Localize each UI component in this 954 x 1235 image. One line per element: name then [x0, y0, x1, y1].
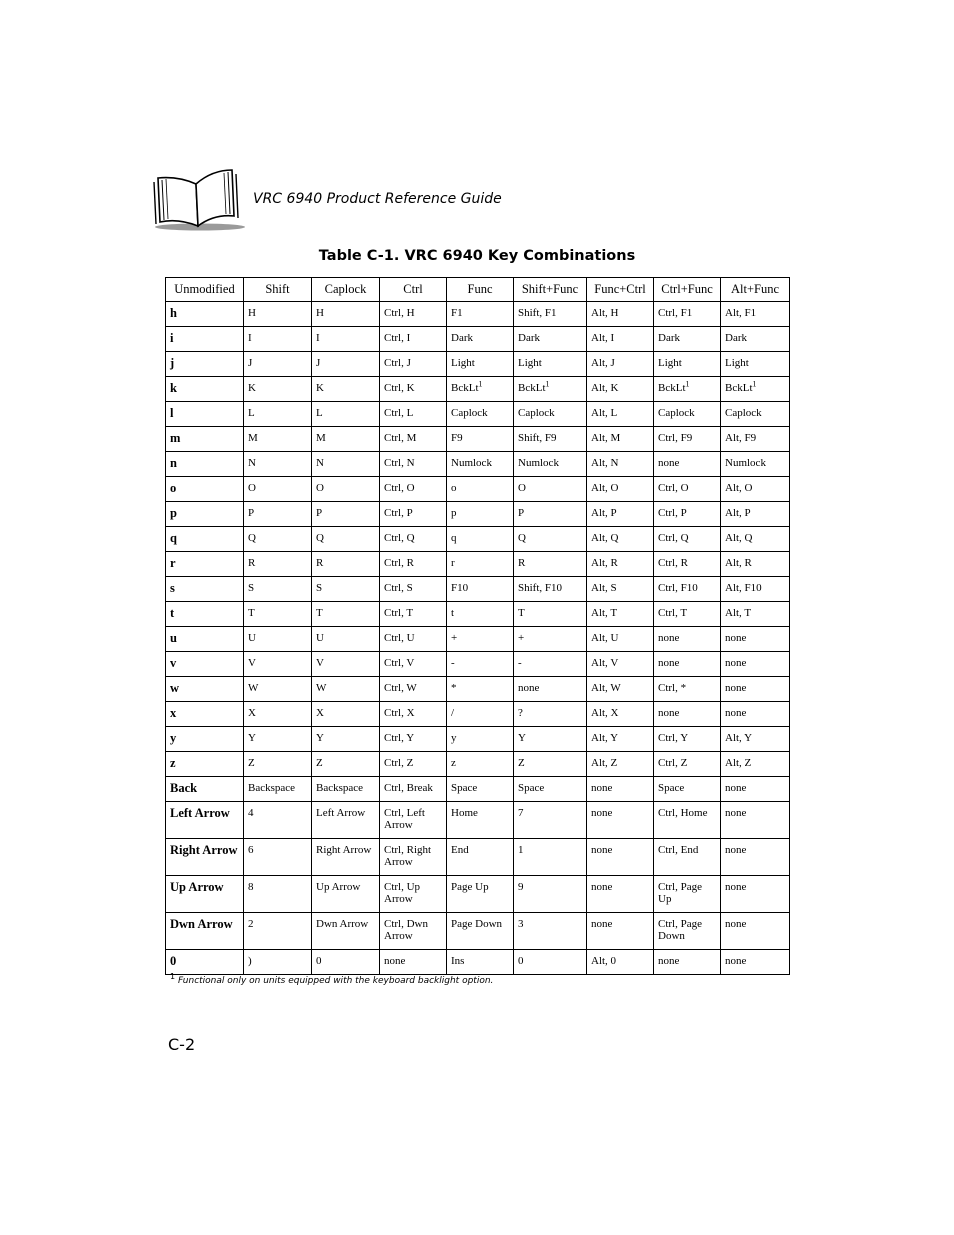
key-cell: o [166, 477, 244, 502]
key-cell: n [166, 452, 244, 477]
key-cell: p [166, 502, 244, 527]
table-cell: Ctrl, F10 [654, 577, 721, 602]
table-cell: none [721, 677, 790, 702]
table-cell: Ctrl, X [380, 702, 447, 727]
table-cell: 3 [514, 913, 587, 950]
table-cell: X [244, 702, 312, 727]
footnote-text: Functional only on units equipped with the keyboard backlight option. [177, 976, 494, 986]
table-cell: Ctrl, T [654, 602, 721, 627]
table-cell: Alt, S [587, 577, 654, 602]
table-cell: Alt, F10 [721, 577, 790, 602]
table-cell: U [312, 627, 380, 652]
table-cell: Alt, F1 [721, 302, 790, 327]
table-cell: Page Down [447, 913, 514, 950]
table-cell [447, 377, 514, 402]
table-cell: S [312, 577, 380, 602]
key-cell: k [166, 377, 244, 402]
table-cell: Ctrl, S [380, 577, 447, 602]
table-row [166, 876, 790, 913]
table-cell: Ctrl, U [380, 627, 447, 652]
table-cell: Alt, Y [587, 727, 654, 752]
footnote-ref: 1 [685, 379, 690, 389]
table-cell: Ctrl, N [380, 452, 447, 477]
table-cell: 1 [514, 839, 587, 876]
table-cell: Alt, M [587, 427, 654, 452]
table-cell: N [312, 452, 380, 477]
table-cell: Right Arrow [312, 839, 380, 876]
key-combinations-table [165, 277, 790, 975]
cell-text: BckLt [518, 382, 546, 394]
table-row [166, 627, 790, 652]
table-row [166, 839, 790, 876]
table-row [166, 527, 790, 552]
table-cell: Alt, N [587, 452, 654, 477]
table-cell: Ctrl, M [380, 427, 447, 452]
table-cell: Numlock [447, 452, 514, 477]
table-cell: Ctrl, K [380, 377, 447, 402]
table-cell: V [312, 652, 380, 677]
table-cell: J [244, 352, 312, 377]
key-cell: Right Arrow [166, 839, 244, 876]
table-cell: 0 [514, 950, 587, 975]
table-cell: Ctrl, P [654, 502, 721, 527]
key-cell: s [166, 577, 244, 602]
table-cell: L [312, 402, 380, 427]
table-cell: - [514, 652, 587, 677]
table-cell: / [447, 702, 514, 727]
column-header: Ctrl+Func [654, 278, 721, 302]
table-row [166, 427, 790, 452]
table-cell: F1 [447, 302, 514, 327]
table-cell: none [587, 876, 654, 913]
table-cell: Alt, Z [721, 752, 790, 777]
table-row [166, 327, 790, 352]
table-cell: Alt, Z [587, 752, 654, 777]
table-cell: Dwn Arrow [312, 913, 380, 950]
table-cell: U [244, 627, 312, 652]
column-header: Shift [244, 278, 312, 302]
table-cell: Numlock [721, 452, 790, 477]
cell-text: BckLt [658, 382, 686, 394]
table-cell: Alt, T [587, 602, 654, 627]
table-cell: Alt, J [587, 352, 654, 377]
table-row [166, 652, 790, 677]
cell-text: BckLt [451, 382, 479, 394]
table-cell: Up Arrow [312, 876, 380, 913]
table-cell: Alt, T [721, 602, 790, 627]
table-cell: Shift, F10 [514, 577, 587, 602]
key-cell: r [166, 552, 244, 577]
column-header: Func [447, 278, 514, 302]
table-cell: ) [244, 950, 312, 975]
table-cell: M [312, 427, 380, 452]
table-cell: none [721, 839, 790, 876]
table-cell: Alt, Q [721, 527, 790, 552]
key-cell: h [166, 302, 244, 327]
table-cell: 0 [312, 950, 380, 975]
table-cell: Numlock [514, 452, 587, 477]
table-header-row [166, 278, 790, 302]
key-cell: j [166, 352, 244, 377]
table-cell: none [654, 452, 721, 477]
key-cell: x [166, 702, 244, 727]
table-cell: Y [514, 727, 587, 752]
table-cell: Alt, O [721, 477, 790, 502]
key-cell: Back [166, 777, 244, 802]
table-cell: Left Arrow [312, 802, 380, 839]
table-cell: 6 [244, 839, 312, 876]
table-cell: none [721, 950, 790, 975]
column-header: Unmodified [166, 278, 244, 302]
table-cell: Alt, 0 [587, 950, 654, 975]
table-cell: o [447, 477, 514, 502]
table-cell: Ctrl, P [380, 502, 447, 527]
table-cell: Ctrl, V [380, 652, 447, 677]
key-cell: w [166, 677, 244, 702]
table-cell: Z [312, 752, 380, 777]
table-cell: z [447, 752, 514, 777]
table-cell: O [244, 477, 312, 502]
table-cell: Backspace [312, 777, 380, 802]
table-cell: R [514, 552, 587, 577]
table-cell: none [654, 702, 721, 727]
key-cell: Dwn Arrow [166, 913, 244, 950]
table-cell: Ctrl, Dwn Arrow [380, 913, 447, 950]
table-cell: Alt, I [587, 327, 654, 352]
table-cell: L [244, 402, 312, 427]
table-row [166, 950, 790, 975]
table-cell [721, 377, 790, 402]
table-cell: q [447, 527, 514, 552]
table-cell: Alt, P [721, 502, 790, 527]
table-cell: Q [244, 527, 312, 552]
table-cell: 7 [514, 802, 587, 839]
footnote-ref: 1 [478, 379, 483, 389]
table-cell: X [312, 702, 380, 727]
table-cell: none [514, 677, 587, 702]
table-cell: Alt, L [587, 402, 654, 427]
table-cell: Ctrl, Y [380, 727, 447, 752]
table-cell: Space [514, 777, 587, 802]
key-cell: Left Arrow [166, 802, 244, 839]
table-cell: y [447, 727, 514, 752]
footnote-ref: 1 [545, 379, 550, 389]
table-cell: none [587, 777, 654, 802]
key-cell: z [166, 752, 244, 777]
table-cell: 2 [244, 913, 312, 950]
table-row [166, 577, 790, 602]
key-cell: l [166, 402, 244, 427]
table-row [166, 502, 790, 527]
table-row [166, 752, 790, 777]
table-cell: S [244, 577, 312, 602]
key-cell: 0 [166, 950, 244, 975]
table-cell: Ctrl, I [380, 327, 447, 352]
key-cell: y [166, 727, 244, 752]
table-row [166, 402, 790, 427]
running-head: VRC 6940 Product Reference Guide [253, 191, 502, 207]
key-cell: q [166, 527, 244, 552]
table-cell: M [244, 427, 312, 452]
table-row [166, 802, 790, 839]
table-cell: T [514, 602, 587, 627]
table-cell: Z [514, 752, 587, 777]
table-cell: Alt, R [721, 552, 790, 577]
table-cell: none [721, 876, 790, 913]
table-cell: Alt, P [587, 502, 654, 527]
table-cell: Alt, R [587, 552, 654, 577]
table-cell: + [514, 627, 587, 652]
footnote-marker: 1 [170, 972, 176, 981]
table-cell: none [721, 802, 790, 839]
cell-text: BckLt [725, 382, 753, 394]
table-cell: W [312, 677, 380, 702]
key-cell: v [166, 652, 244, 677]
table-cell: Light [447, 352, 514, 377]
table-cell: ? [514, 702, 587, 727]
table-cell: Ctrl, Break [380, 777, 447, 802]
table-row [166, 677, 790, 702]
table-cell: Ctrl, Right Arrow [380, 839, 447, 876]
table-cell: O [514, 477, 587, 502]
table-row [166, 602, 790, 627]
table-cell: H [244, 302, 312, 327]
table-cell: Ctrl, Q [380, 527, 447, 552]
key-cell: i [166, 327, 244, 352]
table-cell: none [587, 913, 654, 950]
table-cell: Ctrl, F1 [654, 302, 721, 327]
table-cell: Ctrl, W [380, 677, 447, 702]
table-cell: Caplock [514, 402, 587, 427]
table-cell: + [447, 627, 514, 652]
table-cell: Shift, F1 [514, 302, 587, 327]
table-cell: none [380, 950, 447, 975]
table-cell: none [587, 802, 654, 839]
table-cell: Space [654, 777, 721, 802]
table-cell: Ctrl, End [654, 839, 721, 876]
table-cell: Ctrl, R [380, 552, 447, 577]
table-cell: F9 [447, 427, 514, 452]
table-cell: Light [654, 352, 721, 377]
page-number: C-2 [168, 1035, 196, 1054]
table-cell: Caplock [447, 402, 514, 427]
table-cell: Alt, H [587, 302, 654, 327]
table-title: Table C-1. VRC 6940 Key Combinations [318, 248, 636, 264]
table-cell: Ctrl, J [380, 352, 447, 377]
key-cell: m [166, 427, 244, 452]
table-row [166, 377, 790, 402]
table-cell: R [244, 552, 312, 577]
table-cell: Alt, V [587, 652, 654, 677]
table-row [166, 913, 790, 950]
table-cell: Alt, U [587, 627, 654, 652]
table-cell: Ctrl, Home [654, 802, 721, 839]
column-header: Shift+Func [514, 278, 587, 302]
table-cell: K [244, 377, 312, 402]
table-cell: none [654, 627, 721, 652]
table-cell: T [244, 602, 312, 627]
table-cell: Dark [447, 327, 514, 352]
table-row [166, 477, 790, 502]
table-cell: Ctrl, O [380, 477, 447, 502]
table-cell [654, 377, 721, 402]
column-header: Func+Ctrl [587, 278, 654, 302]
table-row [166, 452, 790, 477]
footnote [170, 972, 493, 986]
table-row [166, 727, 790, 752]
column-header: Ctrl [380, 278, 447, 302]
column-header: Caplock [312, 278, 380, 302]
table-cell: Ctrl, O [654, 477, 721, 502]
table-cell: Alt, W [587, 677, 654, 702]
table-cell: none [721, 652, 790, 677]
table-cell: Alt, F9 [721, 427, 790, 452]
table-cell: Ctrl, H [380, 302, 447, 327]
table-cell: Alt, O [587, 477, 654, 502]
table-cell: Dark [654, 327, 721, 352]
table-cell: Ctrl, T [380, 602, 447, 627]
table-cell [514, 377, 587, 402]
footnote-ref: 1 [752, 379, 757, 389]
table-cell: Alt, Y [721, 727, 790, 752]
table-cell: I [312, 327, 380, 352]
table-cell: P [312, 502, 380, 527]
table-cell: R [312, 552, 380, 577]
table-cell: Q [312, 527, 380, 552]
table-cell: Z [244, 752, 312, 777]
table-cell: Caplock [721, 402, 790, 427]
table-cell: Alt, K [587, 377, 654, 402]
table-cell: 8 [244, 876, 312, 913]
table-cell: Y [244, 727, 312, 752]
table-cell: Y [312, 727, 380, 752]
table-cell: Ctrl, Page Up [654, 876, 721, 913]
table-cell: Ctrl, Z [380, 752, 447, 777]
table-cell: none [654, 950, 721, 975]
table-cell: Ctrl, F9 [654, 427, 721, 452]
table-row [166, 352, 790, 377]
table-cell: none [587, 839, 654, 876]
table-cell: Light [721, 352, 790, 377]
table-cell: r [447, 552, 514, 577]
table-cell: 9 [514, 876, 587, 913]
table-cell: 4 [244, 802, 312, 839]
table-cell: Light [514, 352, 587, 377]
table-cell: Page Up [447, 876, 514, 913]
table-cell: * [447, 677, 514, 702]
table-cell: Shift, F9 [514, 427, 587, 452]
table-cell: P [244, 502, 312, 527]
table-cell: O [312, 477, 380, 502]
table-cell: Home [447, 802, 514, 839]
table-cell: Ctrl, Y [654, 727, 721, 752]
table-cell: Ctrl, * [654, 677, 721, 702]
table-cell: Ctrl, Q [654, 527, 721, 552]
table-cell: none [721, 627, 790, 652]
table-cell: Ctrl, Up Arrow [380, 876, 447, 913]
table-cell: F10 [447, 577, 514, 602]
key-cell: Up Arrow [166, 876, 244, 913]
key-cell: u [166, 627, 244, 652]
table-cell: Alt, X [587, 702, 654, 727]
table-cell: I [244, 327, 312, 352]
table-cell: none [721, 777, 790, 802]
table-cell: End [447, 839, 514, 876]
table-cell: Ctrl, Z [654, 752, 721, 777]
table-cell: T [312, 602, 380, 627]
table-cell: K [312, 377, 380, 402]
table-cell: - [447, 652, 514, 677]
table-cell: Ctrl, L [380, 402, 447, 427]
table-cell: J [312, 352, 380, 377]
table-cell: Backspace [244, 777, 312, 802]
table-cell: none [721, 702, 790, 727]
key-cell: t [166, 602, 244, 627]
table-cell: Alt, Q [587, 527, 654, 552]
table-row [166, 552, 790, 577]
table-cell: Dark [721, 327, 790, 352]
table-cell: W [244, 677, 312, 702]
table-row [166, 302, 790, 327]
table-cell: Ctrl, Page Down [654, 913, 721, 950]
table-row [166, 702, 790, 727]
table-cell: none [654, 652, 721, 677]
table-cell: t [447, 602, 514, 627]
table-cell: Dark [514, 327, 587, 352]
table-cell: P [514, 502, 587, 527]
table-cell: Space [447, 777, 514, 802]
table-cell: Q [514, 527, 587, 552]
table-cell: Caplock [654, 402, 721, 427]
table-cell: N [244, 452, 312, 477]
table-cell: Ctrl, Left Arrow [380, 802, 447, 839]
table-row [166, 777, 790, 802]
table-cell: Ins [447, 950, 514, 975]
column-header: Alt+Func [721, 278, 790, 302]
table-cell: p [447, 502, 514, 527]
table-cell: Ctrl, R [654, 552, 721, 577]
table-cell: none [721, 913, 790, 950]
table-cell: V [244, 652, 312, 677]
open-book-icon [152, 164, 248, 234]
table-cell: H [312, 302, 380, 327]
